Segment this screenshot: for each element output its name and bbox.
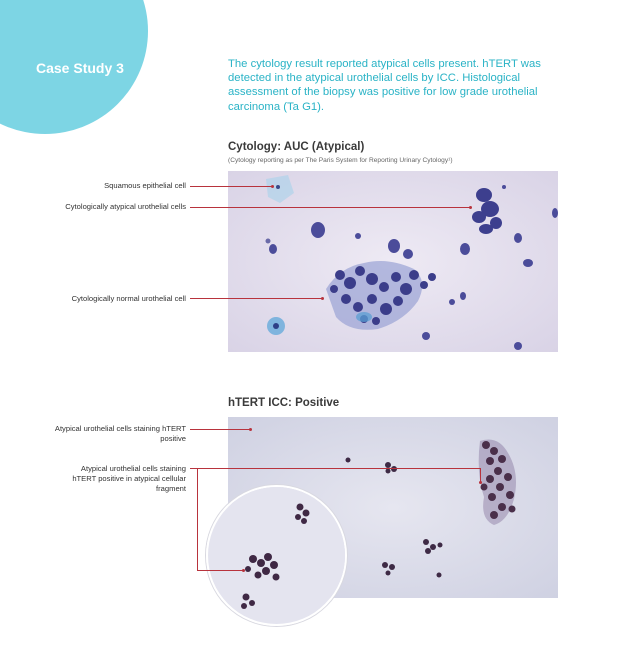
label-squamous: Squamous epithelial cell	[104, 181, 186, 190]
leader-normal	[190, 298, 322, 299]
leader-atypical-positive	[190, 429, 250, 430]
leader-dot-fragment	[479, 481, 482, 484]
label-normal: Cytologically normal urothelial cell	[71, 294, 186, 303]
leader-dot-squamous	[271, 185, 274, 188]
label-atypical-positive: Atypical urothelial cells staining hTERT positive	[54, 424, 186, 443]
case-study-label: Case Study 3	[36, 60, 124, 76]
leader-dot-atypical-positive	[249, 428, 252, 431]
leader-fragment-drop	[480, 468, 481, 482]
cytology-title: Cytology: AUC (Atypical)	[228, 141, 365, 153]
leader-squamous	[190, 186, 272, 187]
label-atypical: Cytologically atypical urothelial cells	[65, 202, 186, 211]
icc-title: hTERT ICC: Positive	[228, 397, 340, 409]
leader-fragment-top	[190, 468, 480, 469]
icc-zoom-inset	[206, 485, 347, 626]
leader-atypical	[190, 207, 470, 208]
leader-fragment-inset	[197, 570, 243, 571]
leader-dot-atypical	[469, 206, 472, 209]
cytology-subtitle: (Cytology reporting as per The Paris System for Reporting Urinary Cytology¹)	[228, 157, 453, 164]
leader-dot-normal	[321, 297, 324, 300]
leader-fragment-vertical	[197, 468, 198, 570]
label-fragment: Atypical urothelial cells staining hTERT positive in atypical cellular fragment	[72, 464, 186, 493]
cytology-micrograph	[228, 171, 558, 352]
leader-dot-inset	[242, 569, 245, 572]
intro-paragraph: The cytology result reported atypical cells present. hTERT was detected in the atypical urothelial cells by ICC. Histological assessment of the biopsy was positive for low grade urothelial carcinoma (Ta G1).	[228, 58, 541, 113]
